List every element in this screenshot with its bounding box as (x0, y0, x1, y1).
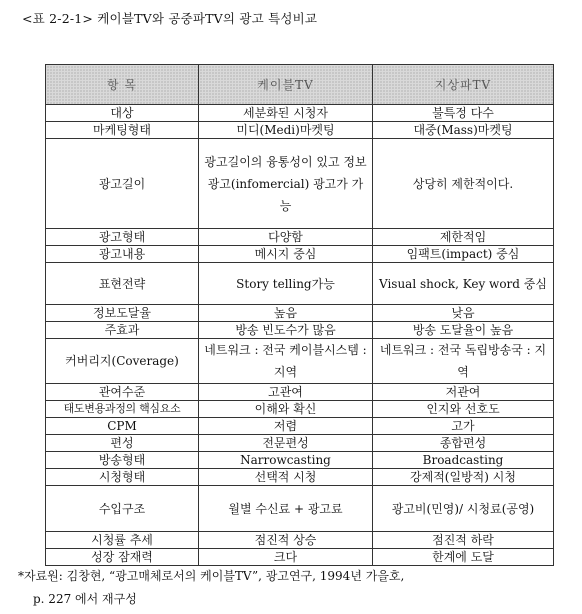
row-item-cell: CPM (46, 418, 199, 435)
cable-cell: Story telling가능 (199, 263, 373, 305)
cable-cell: 메시지 중심 (199, 246, 373, 263)
cable-cell: Narrowcasting (199, 452, 373, 469)
row-item-cell: 광고내용 (46, 246, 199, 263)
comparison-table (45, 64, 554, 566)
terrestrial-cell: 고가 (373, 418, 554, 435)
footnote-line-2: p. 227 에서 재구성 (33, 592, 137, 606)
terrestrial-cell: 인지와 선호도 (373, 401, 554, 418)
row-item-cell: 대상 (46, 105, 199, 122)
table-row (46, 418, 554, 435)
row-item-cell: 태도변용과정의 핵심요소 (46, 401, 199, 418)
table-row (46, 263, 554, 305)
row-item-cell: 수입구조 (46, 486, 199, 532)
row-item-cell: 편성 (46, 435, 199, 452)
row-item-cell: 성장 잠재력 (46, 549, 199, 566)
cable-cell: 저렴 (199, 418, 373, 435)
table-row (46, 339, 554, 384)
cable-cell: 점진적 상승 (199, 532, 373, 549)
table-row (46, 452, 554, 469)
cable-cell: 고관여 (199, 384, 373, 401)
table-row (46, 532, 554, 549)
header-terrestrial-tv: 지상파TV (373, 65, 554, 105)
table-row (46, 401, 554, 418)
terrestrial-cell: 상당히 제한적이다. (373, 139, 554, 229)
terrestrial-cell: 낮음 (373, 305, 554, 322)
cable-cell: 네트워크 : 전국 케이블시스템 : 지역 (199, 339, 373, 384)
cable-cell: 크다 (199, 549, 373, 566)
terrestrial-cell: 한계에 도달 (373, 549, 554, 566)
cable-cell: 이해와 확신 (199, 401, 373, 418)
row-item-cell: 광고형태 (46, 229, 199, 246)
header-item: 항 목 (46, 65, 199, 105)
terrestrial-cell: Visual shock, Key word 중심 (373, 263, 554, 305)
row-item-cell: 커버리지(Coverage) (46, 339, 199, 384)
terrestrial-cell: 점진적 하락 (373, 532, 554, 549)
table-row (46, 486, 554, 532)
table-row (46, 384, 554, 401)
footnote-line-1: *자료원: 김창현, “광고매체로서의 케이블TV”, 광고연구, 1994년 가을호, (18, 569, 405, 583)
terrestrial-cell: 강제적(일방적) 시청 (373, 469, 554, 486)
table-row (46, 469, 554, 486)
table-row (46, 322, 554, 339)
cable-cell: 세분화된 시청자 (199, 105, 373, 122)
terrestrial-cell: 방송 도달율이 높음 (373, 322, 554, 339)
table-row (46, 246, 554, 263)
terrestrial-cell: 대중(Mass)마켓팅 (373, 122, 554, 139)
row-item-cell: 광고길이 (46, 139, 199, 229)
cable-cell: 미디(Medi)마켓팅 (199, 122, 373, 139)
table-row (46, 105, 554, 122)
row-item-cell: 관여수준 (46, 384, 199, 401)
table-row (46, 139, 554, 229)
table-row (46, 549, 554, 566)
row-item-cell: 표현전략 (46, 263, 199, 305)
table-row (46, 229, 554, 246)
cable-cell: 월별 수신료 + 광고료 (199, 486, 373, 532)
terrestrial-cell: 저관여 (373, 384, 554, 401)
cable-cell: 광고길이의 융통성이 있고 정보광고(infomercial) 광고가 가능 (199, 139, 373, 229)
table-header-row (46, 65, 554, 105)
source-footnote (18, 565, 404, 611)
cable-cell: 다양함 (199, 229, 373, 246)
table-row (46, 435, 554, 452)
cable-cell: 방송 빈도수가 많음 (199, 322, 373, 339)
row-item-cell: 정보도달율 (46, 305, 199, 322)
row-item-cell: 시청형태 (46, 469, 199, 486)
row-item-cell: 방송형태 (46, 452, 199, 469)
terrestrial-cell: 불특정 다수 (373, 105, 554, 122)
terrestrial-cell: 종합편성 (373, 435, 554, 452)
cable-cell: 선택적 시청 (199, 469, 373, 486)
row-item-cell: 시청률 추세 (46, 532, 199, 549)
cable-cell: 전문편성 (199, 435, 373, 452)
table-row (46, 122, 554, 139)
header-cable-tv: 케이블TV (199, 65, 373, 105)
terrestrial-cell: 네트워크 : 전국 독립방송국 : 지역 (373, 339, 554, 384)
terrestrial-cell: 제한적임 (373, 229, 554, 246)
cable-cell: 높음 (199, 305, 373, 322)
table-caption: <표 2-2-1> 케이블TV와 공중파TV의 광고 특성비교 (22, 11, 318, 26)
table-row (46, 305, 554, 322)
terrestrial-cell: Broadcasting (373, 452, 554, 469)
row-item-cell: 마케팅형태 (46, 122, 199, 139)
terrestrial-cell: 임팩트(impact) 중심 (373, 246, 554, 263)
terrestrial-cell: 광고비(민영)/ 시청료(공영) (373, 486, 554, 532)
row-item-cell: 주효과 (46, 322, 199, 339)
